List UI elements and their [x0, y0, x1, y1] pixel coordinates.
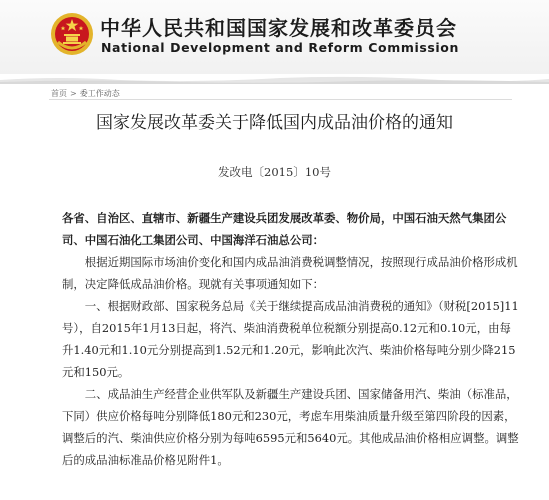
article-title: 国家发展改革委关于降低国内成品油价格的通知	[96, 113, 453, 133]
breadcrumb-section-link[interactable]: 委工作动态	[79, 89, 120, 98]
breadcrumb-divider	[49, 99, 512, 100]
org-name-cn[interactable]: 中华人民共和国国家发展和改革委员会	[100, 16, 457, 40]
site-header	[0, 0, 549, 74]
article-body	[62, 207, 522, 471]
article-paragraph: 二、成品油生产经营企业供军队及新疆生产建设兵团、国家储备用汽、柴油（标准品，下同）供应价格每吨分别降低180元和230元，考虑车用柴油质量升级至第四阶段的因素，调整后的汽、柴油供应价格分别为每吨6595元和5640元。其他成品油价格相应调整。调整后的成品油标准品价格见附件1。	[62, 387, 519, 467]
national-emblem-icon[interactable]	[50, 12, 94, 56]
document-number: 发改电〔2015〕10号	[218, 165, 331, 179]
article-salutation: 各省、自治区、直辖市、新疆生产建设兵团发展改革委、物价局，中国石油天然气集团公司、中国石油化工集团公司、中国海洋石油总公司：	[62, 211, 507, 247]
article-paragraph: 一、根据财政部、国家税务总局《关于继续提高成品油消费税的通知》（财税[2015]11号），自2015年1月13日起，将汽、柴油消费税单位税额分别提高0.12元和0.10元，由每升1.40元和1.10元分别提高到1.52元和1.20元，影响此次汽、柴油价格每吨分别少降215元和150元。	[62, 299, 519, 379]
org-name-en[interactable]: National Development and Reform Commission	[101, 40, 459, 55]
article-paragraph: 根据近期国际市场油价变化和国内成品油消费税调整情况，按照现行成品油价格形成机制，决定降低成品油价格。现就有关事项通知如下：	[62, 255, 518, 291]
breadcrumb	[51, 88, 120, 99]
breadcrumb-home-link[interactable]: 首页	[51, 89, 67, 98]
header-decoration	[0, 74, 549, 84]
breadcrumb-separator: >	[70, 89, 77, 98]
